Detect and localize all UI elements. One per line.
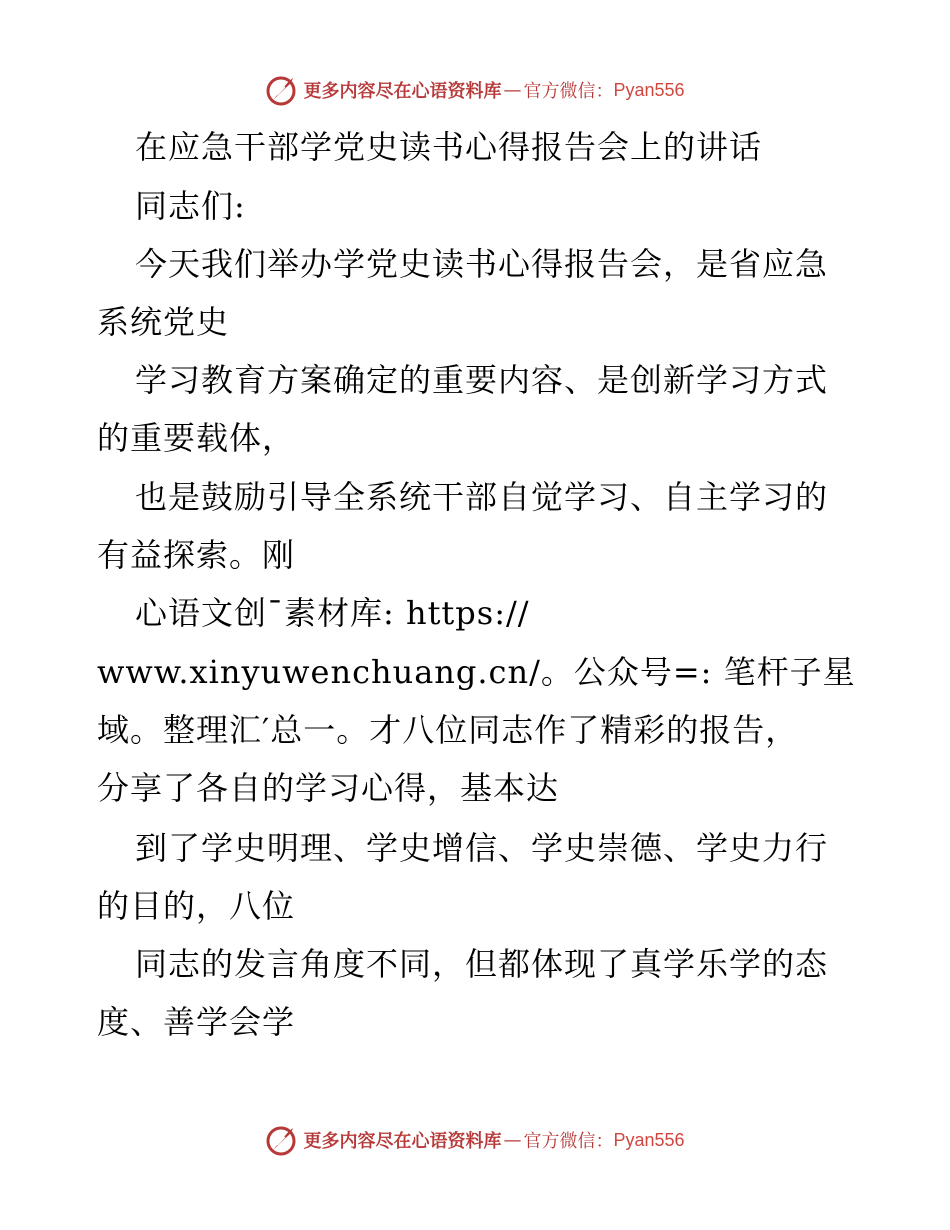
paragraph-line: 系统党史: [97, 303, 230, 341]
banner-wechat-label: 官方微信：: [523, 1131, 614, 1152]
banner-wechat-id: Pyan556: [613, 1129, 685, 1150]
banner-slogan: 更多内容尽在心语资料库: [303, 1131, 502, 1152]
banner-wechat-id: Pyan556: [613, 79, 685, 100]
paragraph-line: 到了学史明理、学史增信、学史崇德、学史力行: [135, 829, 829, 867]
paragraph-line: 的目的，八位: [97, 887, 296, 925]
feather-pen-logo-icon: [265, 1123, 299, 1157]
banner-dash: —: [503, 1129, 522, 1151]
paragraph-line: 分享了各自的学习心得，基本达: [97, 769, 560, 807]
feather-pen-logo-icon: [265, 73, 299, 107]
banner-wechat-label: 官方微信：: [523, 81, 614, 102]
paragraph-line: 同志的发言角度不同，但都体现了真学乐学的态: [135, 945, 829, 983]
paragraph-line: www.xinyuwenchuang.cn/。公众号=: 笔杆子星: [97, 653, 856, 691]
footer-banner-content: [265, 1123, 684, 1157]
paragraph-line: 学习教育方案确定的重要内容、是创新学习方式: [135, 361, 829, 399]
footer-banner: [0, 1120, 950, 1160]
paragraph-line: 域。整理汇′总一。才八位同志作了精彩的报告，: [97, 711, 799, 749]
banner-dash: —: [503, 79, 522, 101]
banner-slogan: 更多内容尽在心语资料库: [303, 81, 502, 102]
header-banner-content: [265, 73, 684, 107]
paragraph-line: 的重要载体，: [97, 419, 296, 457]
paragraph-line: 有益探索。刚: [97, 536, 296, 574]
paragraph-line: 今天我们举办学党史读书心得报告会，是省应急: [135, 245, 829, 283]
header-banner: [0, 70, 950, 110]
paragraph-line: 也是鼓励引导全系统干部自觉学习、自主学习的: [135, 478, 829, 516]
paragraph-line: 心语文创¯素材库: https://: [135, 594, 530, 632]
document-title: 在应急干部学党史读书心得报告会上的讲话: [135, 128, 763, 166]
salutation: 同志们:: [135, 187, 246, 225]
paragraph-line: 度、善学会学: [97, 1003, 296, 1041]
